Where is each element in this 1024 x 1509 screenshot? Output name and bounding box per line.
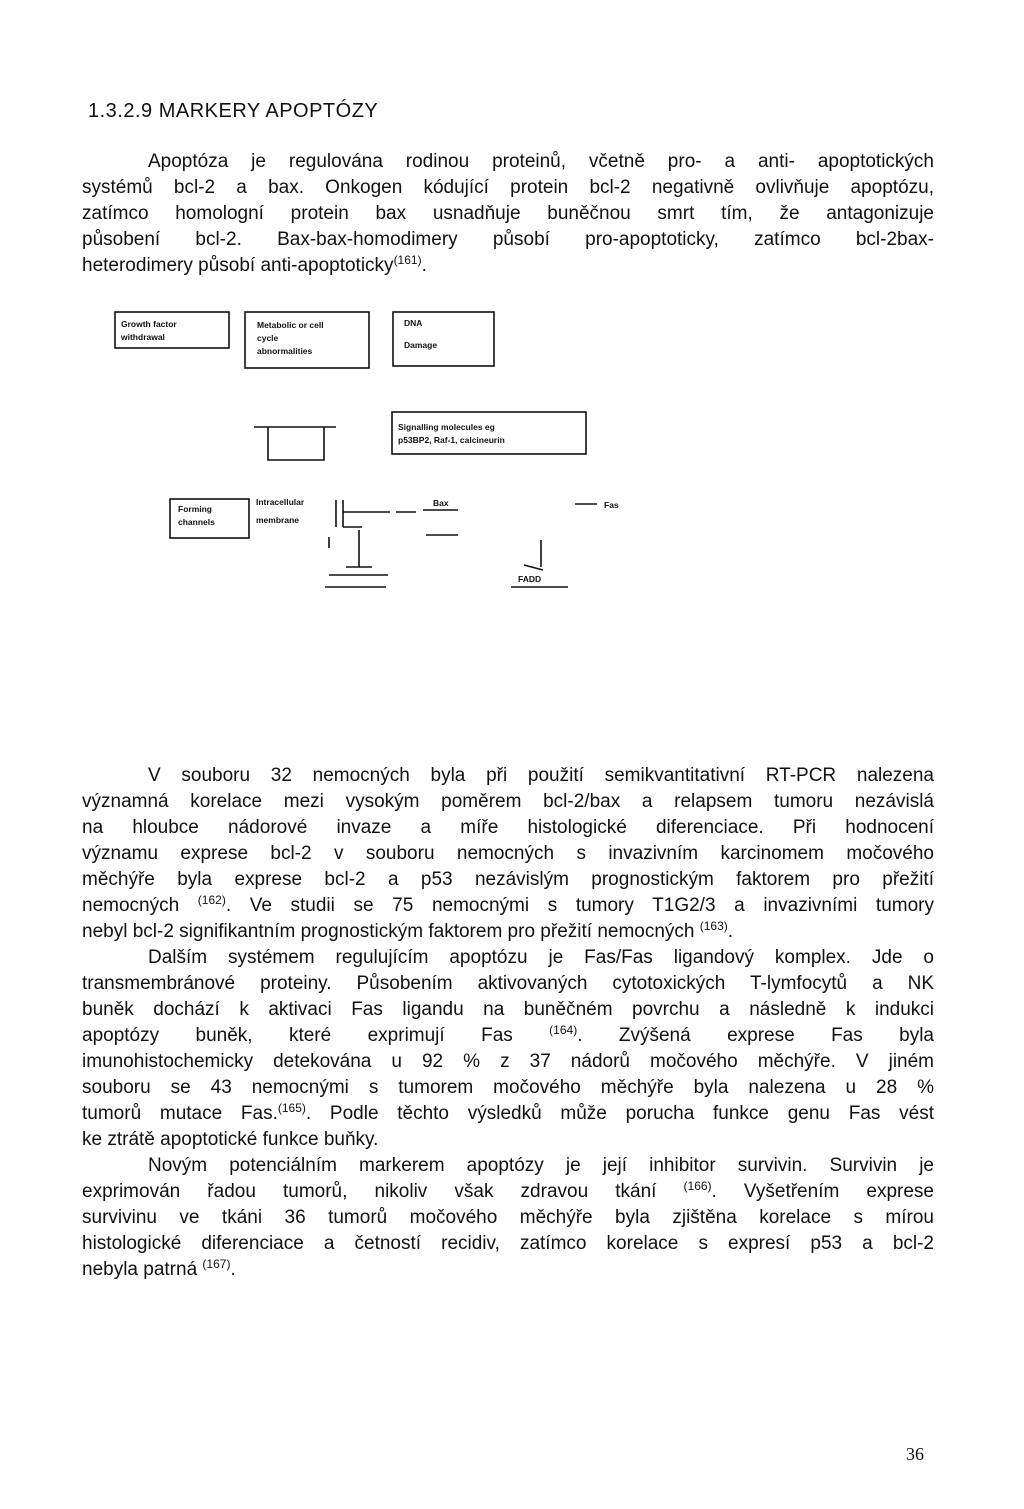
text-line: V souboru 32 nemocných byla při použití semikvantitativní RT-PCR nalezena	[148, 765, 934, 786]
text-fragment: apoptózy buněk, které exprimují Fas	[82, 1025, 550, 1046]
paragraph-markers	[82, 763, 934, 1283]
label-bax: Bax	[433, 498, 449, 508]
text-fragment: . Vyšetřením exprese	[711, 1181, 934, 1202]
text-line: ke ztrátě apoptotické funkce buňky.	[82, 1129, 379, 1150]
text-line	[82, 1101, 934, 1127]
text-line: systémů bcl-2 a bax. Onkogen kódující protein bcl-2 negativně ovlivňuje apoptózu,	[82, 177, 934, 198]
arrow-down	[346, 530, 372, 567]
text-line: imunohistochemicky detekována u 92 % z 37 nádorů močového měchýře. V jiném	[82, 1051, 934, 1072]
text-fragment: .	[230, 1259, 236, 1280]
citation-162: (162)	[197, 893, 226, 907]
text-fragment: heterodimery působí anti-apoptoticky	[82, 255, 394, 276]
citation-164: (164)	[549, 1023, 578, 1037]
label-growth-factor: Growth factor	[121, 319, 177, 329]
text-line: histologické diferenciace a četností recidiv, zatímco korelace s expresí p53 a bcl-2	[82, 1233, 934, 1254]
text-line: transmembránové proteiny. Působením aktivovaných cytotoxických T-lymfocytů a NK	[82, 973, 934, 994]
label-channels: channels	[178, 517, 215, 527]
text-line: na hloubce nádorové invaze a míře histologické diferenciace. Při hodnocení	[82, 817, 934, 838]
label-dna: DNA	[404, 318, 423, 328]
fas-pathway	[524, 504, 597, 570]
citation-163: (163)	[699, 919, 728, 933]
label-damage: Damage	[404, 340, 438, 350]
text-line: významu exprese bcl-2 v souboru nemocných s invazivním karcinomem močového	[82, 843, 934, 864]
text-fragment: nemocných	[82, 895, 198, 916]
citation-167: (167)	[202, 1257, 231, 1271]
text-fragment: exprimován řadou tumorů, nikoliv však zdravou tkání	[82, 1181, 684, 1202]
box-growth-factor	[115, 312, 229, 348]
text-line: Dalším systémem regulujícím apoptózu je Fas/Fas ligandový komplex. Jde o	[148, 947, 934, 968]
page-number: 36	[906, 1444, 924, 1464]
apoptosis-pathway-diagram	[0, 0, 1024, 620]
text-line: významná korelace mezi vysokým poměrem bcl-2/bax a relapsem tumoru nezávislá	[82, 791, 934, 812]
label-membrane: membrane	[256, 515, 299, 525]
label-withdrawal: withdrawal	[121, 332, 165, 342]
text-line: Apoptóza je regulována rodinou proteinů, včetně pro- a anti- apoptotických	[148, 151, 934, 172]
text-line: survivinu ve tkáni 36 tumorů močového měchýře byla zjištěna korelace s mírou	[82, 1207, 934, 1228]
text-fragment: tumorů mutace Fas.	[82, 1103, 278, 1124]
label-abnormalities: abnormalities	[257, 346, 313, 356]
text-fragment: .	[727, 921, 734, 942]
box-signaling	[392, 412, 586, 454]
citation-166: (166)	[683, 1179, 712, 1193]
label-metabolic: Metabolic or cell	[257, 320, 324, 330]
label-signaling: Signalling molecules eg	[398, 422, 495, 432]
text-fragment: . Podle těchto výsledků může porucha funkce genu Fas vést	[305, 1103, 934, 1124]
text-fragment: . Ve studii se 75 nemocnými s tumory T1G2/3 a invazivními tumory	[225, 895, 934, 916]
text-line	[82, 1023, 934, 1049]
text-fragment: . Zvýšená exprese Fas byla	[577, 1025, 935, 1046]
label-intracellular: Intracellular	[256, 497, 305, 507]
text-line: souboru se 43 nemocnými s tumorem močového měchýře byla nalezena u 28 %	[82, 1077, 934, 1098]
text-fragment: nebyla patrná	[82, 1259, 203, 1280]
text-line	[82, 893, 934, 919]
citation-165: (165)	[277, 1101, 306, 1115]
label-cycle: cycle	[257, 333, 279, 343]
text-fragment: .	[421, 255, 427, 276]
text-line: zatímco homologní protein bax usnadňuje buněčnou smrt tím, že antagonizuje	[82, 203, 934, 224]
text-line	[82, 1257, 934, 1283]
label-fas: Fas	[604, 500, 619, 510]
text-line: působení bcl-2. Bax-bax-homodimery působí pro-apoptoticky, zatímco bcl-2bax-	[82, 229, 934, 250]
citation-161: (161)	[393, 253, 422, 267]
text-fragment: nebyl bcl-2 signifikantním prognostickým faktorem pro přežití nemocných	[82, 921, 700, 942]
label-fadd: FADD	[518, 574, 542, 584]
connector-block	[254, 427, 336, 460]
text-line: Novým potenciálním markerem apoptózy je její inhibitor survivin. Survivin je	[148, 1155, 934, 1176]
bax-lines	[325, 510, 458, 587]
section-heading: 1.3.2.9 MARKERY APOPTÓZY	[88, 100, 379, 122]
text-line: buněk dochází k aktivaci Fas ligandu na buněčném povrchu a následně k indukci	[82, 999, 934, 1020]
label-signaling-examples: p53BP2, Raf-1, calcineurin	[398, 435, 505, 445]
text-line	[82, 1179, 934, 1205]
label-forming: Forming	[178, 504, 212, 514]
text-line	[82, 919, 934, 945]
text-line: měchýře byla exprese bcl-2 a p53 nezávislým prognostickým faktorem pro přežití	[82, 869, 934, 890]
